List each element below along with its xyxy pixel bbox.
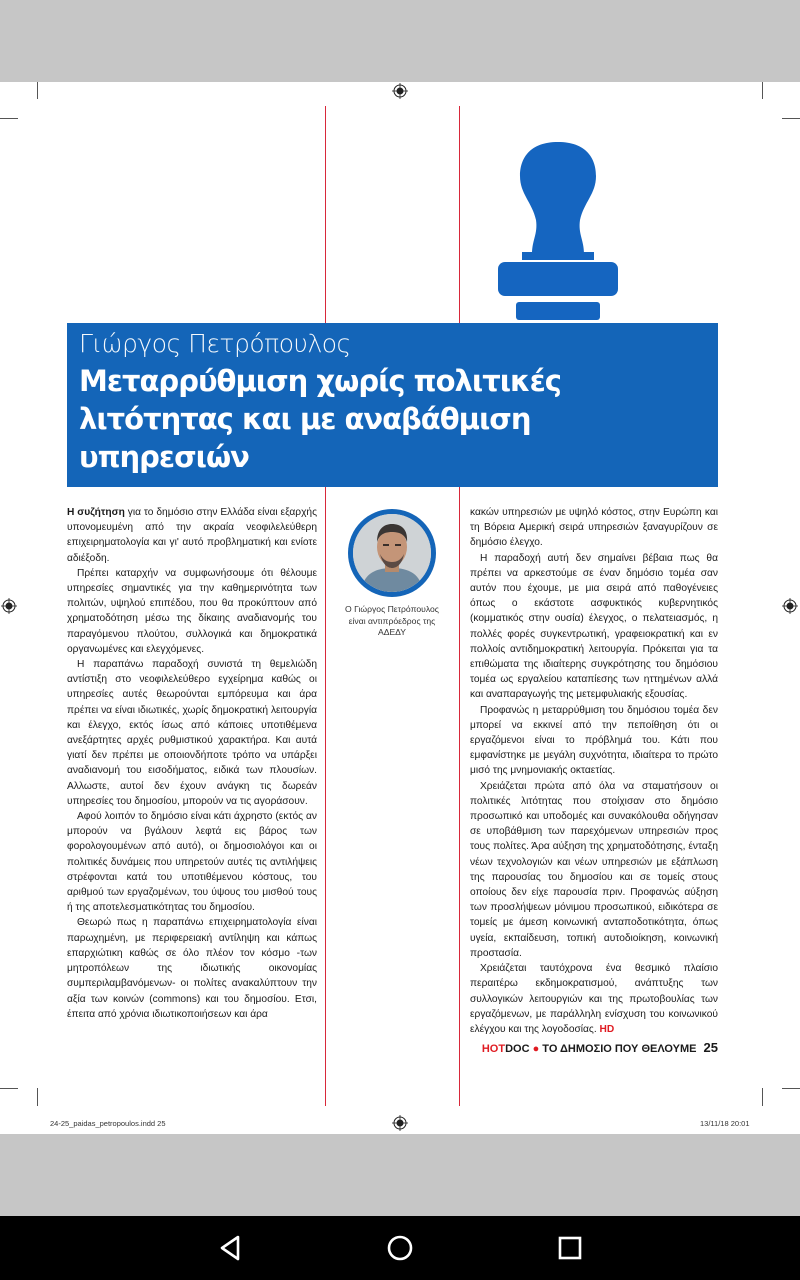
back-icon: [212, 1230, 248, 1266]
author-name: Γιώργος Πετρόπουλος: [79, 329, 351, 358]
page-number: 25: [703, 1040, 718, 1055]
paragraph: Η παραδοχή αυτή δεν σημαίνει βέβαια πως θα πρέπει να αρκεστούμε σε έναν δημόσιο τομέα σαν αυτόν που έχουμε, με μια σειρά από παθογένειες όπως ο εκάστοτε ασφυκτικός κυβερνητικός (κομματικός στην ουσία) έλεγχος, ο πελατειασμός, η πολλές φορές συγκεντρωτική, γραφειοκρατική και εν πολλοίς αντιδημοκρατική λειτουργία. Πρόκειται για τα επιθώματα της ιδιαίτερης συγκρότησης του δημόσιου τομέα ως εργαλείου καταπίεσης των ηττημένων αλλά και αναπαραγωγής της μετεμφυλιακής εξουσίας.: [470, 552, 718, 701]
headline-box: [67, 323, 718, 487]
paragraph: Χρειάζεται πρώτα από όλα να σταματήσουν οι πολιτικές λιτότητας που στοίχισαν στο δημόσιο προσωπικό και υποδομές και συνακόλουθα οδήγησαν σε υποβάθμιση των παρεχόμενων υπηρεσιών προς τους πολίτες. Άρα αύξηση της χρηματοδότησης, ένταξη νέων τεχνολογιών και νέων υπηρεσιών με εξάπλωση της παρουσίας του δημοσίου και σε τομείς στους οποίους δεν είχε παρουσία πριν. Προφανώς αύξηση των προσλήψεων μόνιμου προσωπικού, ειδικότερα σε τομείς με άμεση κοινωνική ανταποδοτικότητα, όπως υγεία, εκπαίδευση, τοπική αυτοδιοίκηση, κοινωνική προστασία.: [470, 780, 718, 959]
registration-mark-icon: [1, 598, 17, 614]
print-datetime: 13/11/18 20:01: [700, 1119, 750, 1128]
guide-line: [459, 106, 460, 1106]
brand-hot: HOT: [481, 1043, 506, 1055]
crop-mark: [0, 118, 18, 119]
title-line: Μεταρρύθμιση χωρίς πολιτικές: [79, 364, 561, 398]
title-line: υπηρεσιών: [79, 440, 249, 474]
paragraph: Πρέπει καταρχήν να συμφωνήσουμε ότι θέλουμε υπηρεσίες σημαντικές για την καθημερινότητα των πολιτών, υψηλού επιπέδου, που θα προκύπτουν από χρηματοδότηση μέσω της δίκαιης αναδιανομής του παραγόμενου πλούτου, συλλογικά και δημοκρατικά οργανωμένες και ελεγχόμενες.: [67, 567, 317, 655]
crop-mark: [37, 1088, 38, 1106]
lead-text: Η συζήτηση: [67, 507, 125, 518]
recents-button[interactable]: [552, 1230, 588, 1266]
paragraph: Προφανώς η μεταρρύθμιση του δημόσιου τομέα δεν μπορεί να εκκινεί από την πεποίθηση ότι οι εργαζόμενοι είναι το πρόβλημά του. Κάτι που εμφανίστηκε με μεγάλη συχνότητα, ιδιαίτερα το πρώτο μισό της μνημονιακής οκταετίας.: [470, 704, 718, 777]
end-mark: HD: [599, 1023, 615, 1035]
title-line: λιτότητας και με αναβάθμιση: [79, 402, 531, 436]
top-bar: [0, 0, 800, 82]
crop-mark: [782, 118, 800, 119]
section-name: ΤΟ ΔΗΜΟΣΙΟ ΠΟΥ ΘΕΛΟΥΜΕ: [542, 1043, 697, 1055]
paragraph: Χρειάζεται ταυτόχρονα ένα θεσμικό πλαίσιο περαιτέρω εκδημοκρατισμού, ανάπτυξης των συλλογικών λειτουργιών και της πρωτοβουλίας των εργαζόμενων, με παράλληλη ενίσχυση του κοινωνικού ελέγχου και της λογοδοσίας. HD: [470, 963, 718, 1035]
navigation-bar: [0, 1216, 800, 1280]
article-title: [79, 362, 706, 476]
crop-mark: [762, 1088, 763, 1106]
article-column-1: [67, 505, 317, 1022]
paragraph: Η παραπάνω παραδοχή συνιστά τη θεμελιώδη αντίστιξη στο νεοφιλελεύθερο εγχείρημα καθώς οι υπηρεσίες αυτές θεωρούνται εμπόρευμα και άρα πρέπει να είναι ιδιωτικές, χωρίς δημοκρατική λειτουργία και έλεγχο, εκτός ίσως από κάποιες υποτιθέμενα ανεξάρτητες αρχές ρυθμιστικού χαρακτήρα. Και αυτά γιατί δεν πρέπει με οποιονδήποτε τρόπο να υπάρξει αναδιανομή του εισοδήματος, ειδικά των πλουσίων. Αλλωστε, αυτοί δεν έχουν ανάγκη τις δωρεάν υπηρεσίες του δημοσίου, μπορούν να τις αγοράσουν.: [67, 659, 317, 807]
registration-mark-icon: [392, 83, 408, 99]
print-file-slug: 24-25_paidas_petropoulos.indd 25: [50, 1119, 166, 1128]
recents-icon: [552, 1230, 588, 1266]
article-column-2: [470, 505, 718, 1037]
bottom-gutter: [0, 1134, 800, 1216]
author-photo-frame: [348, 509, 436, 597]
home-button[interactable]: [382, 1230, 418, 1266]
photo-caption: Ο Γιώργος Πετρόπουλος είναι αντιπρόεδρος της ΑΔΕΔΥ: [345, 604, 439, 637]
author-photo: [353, 514, 431, 592]
registration-mark-icon: [392, 1115, 408, 1131]
crop-mark: [0, 1088, 18, 1089]
rubber-stamp-icon: [496, 142, 620, 322]
crop-mark: [762, 82, 763, 99]
paragraph: Θεωρώ πως η παραπάνω επιχειρηματολογία είναι παρωχημένη, με περιφερειακή αντίληψη και κάπως επαρχιώτικη καθώς σε όλο πλέον τον κόσμο -των μητροπόλεων της ιδιωτικής οικονομίας συμπεριλαμβανόμενων- οι πολίτες ανακαλύπτουν την αξία των κοινών (commons) και του δημοσίου. Ετσι, έπειτα από χρόνια ιδιωτικοποιήσεων και άρα: [67, 917, 317, 1020]
paragraph: Η συζήτηση για το δημόσιο στην Ελλάδα είναι εξαρχής υπονομευμένη από την ακραία νεοφιλελεύθερη επιχειρηματολογία και γι' αυτό προβληματική και ενίοτε αδιέξοδη.: [67, 507, 317, 564]
bullet-icon: ●: [532, 1043, 540, 1055]
paragraph: κακών υπηρεσιών με υψηλό κόστος, στην Ευρώπη και τη Βόρεια Αμερική σειρά υπηρεσιών ξαναγυρίζουν σε δημόσιο έλεγχο.: [470, 507, 718, 549]
guide-line: [325, 106, 326, 1106]
crop-mark: [782, 1088, 800, 1089]
magazine-page: [0, 82, 800, 1134]
brand-doc: DOC: [505, 1043, 530, 1055]
portrait-image: [353, 514, 431, 592]
page-footer: [470, 1040, 718, 1055]
home-icon: [382, 1230, 418, 1266]
registration-mark-icon: [782, 598, 798, 614]
back-button[interactable]: [212, 1230, 248, 1266]
crop-mark: [37, 82, 38, 99]
paragraph: Αφού λοιπόν το δημόσιο είναι κάτι άχρηστο (εκτός αν μπορούν να βγάλουν λεφτά εις βάρος των φορολογουμένων από αυτό), οι δημοσιολόγοι και οι πολιτικές δυνάμεις που υπηρετούν αυτές τις αντιλήψεις στρέφονται κατά του υποτιθέμενου κόστους, του αριθμού των εργαζομένων, του ύψους του μισθού τους ή της αποτελεσματικότητας του δημοσίου.: [67, 811, 317, 914]
